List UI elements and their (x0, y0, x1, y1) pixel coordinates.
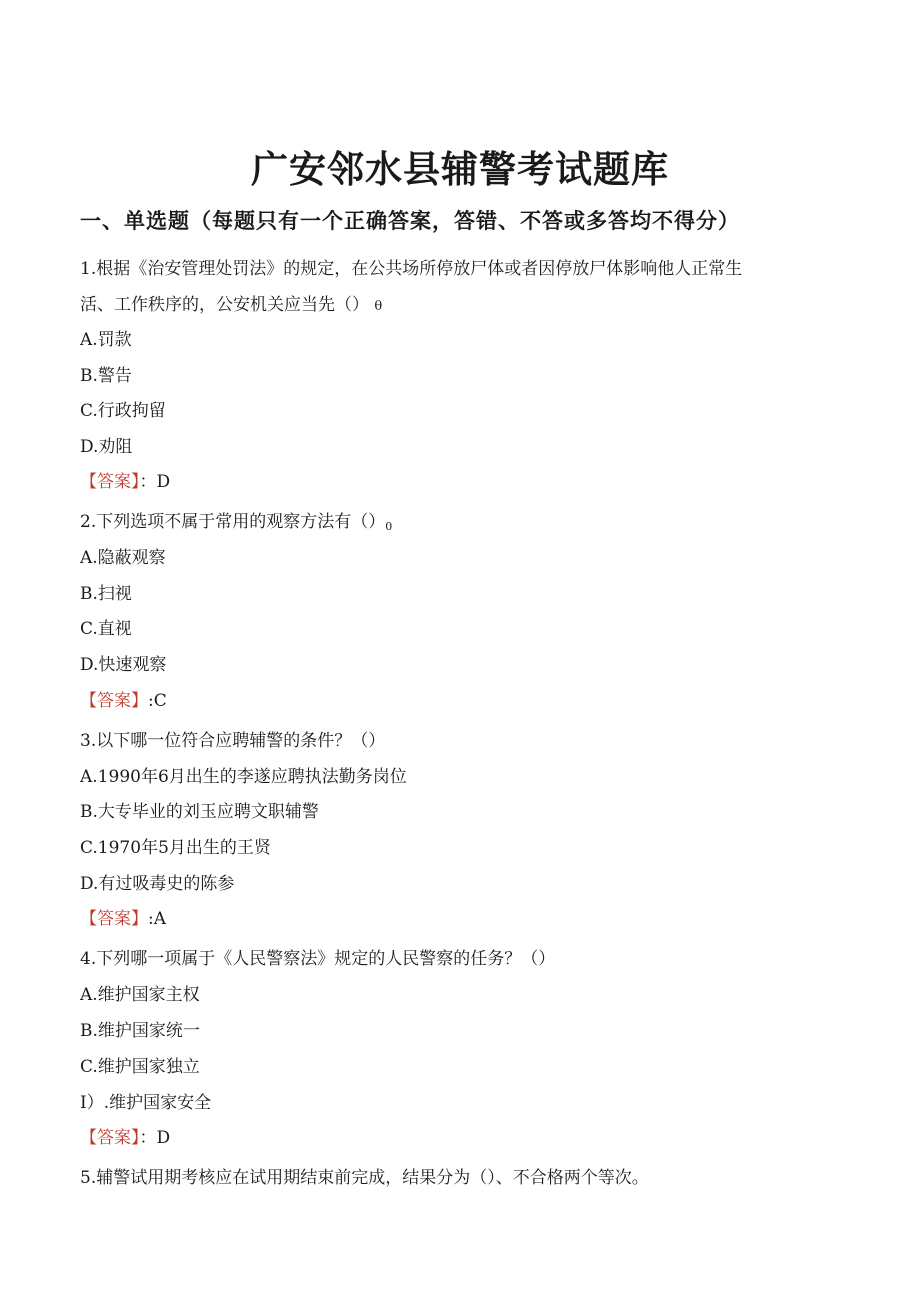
answer-value: :C (148, 691, 167, 711)
question-4-option-d: I）.维护国家安全 (80, 1093, 212, 1113)
answer-value: ：D (139, 472, 171, 492)
question-3-option-a: A.1990年6月出生的李遂应聘执法勤务岗位 (80, 767, 407, 787)
question-4-answer (80, 1123, 170, 1153)
question-1-stem-tail: θ (374, 299, 383, 314)
question-3-option-c: C.1970年5月出生的王贤 (80, 838, 271, 858)
question-2-option-d: D.快速观察 (80, 655, 167, 675)
question-4-stem: 4.下列哪一项属于《人民警察法》规定的人民警察的任务？（） (80, 949, 556, 969)
question-1-stem-line-2: 活、工作秩序的，公安机关应当先（） θ (80, 295, 383, 315)
question-2-answer (80, 686, 167, 716)
question-2-stem-tail: 0 (385, 520, 393, 533)
question-3-option-d: D.有过吸毒史的陈参 (80, 874, 235, 894)
question-2-option-c: C.直视 (80, 619, 132, 639)
document-title: 广安邻水县辅警考试题库 (251, 148, 669, 191)
question-1-stem-line-1: 1.根据《治安管理处罚法》的规定，在公共场所停放尸体或者因停放尸体影响他人正常生 (80, 259, 743, 279)
question-3-option-b: B.大专毕业的刘玉应聘文职辅警 (80, 802, 319, 822)
question-1-option-a: A.罚款 (80, 330, 132, 350)
answer-label: 【答案】 (80, 909, 148, 929)
answer-value: :A (148, 909, 167, 929)
question-5-stem: 5.辅警试用期考核应在试用期结束前完成，结果分为（）、不合格两个等次。 (80, 1168, 649, 1188)
question-4-option-c: C.维护国家独立 (80, 1057, 200, 1077)
answer-label: 【答案】 (80, 472, 140, 492)
question-4-option-a: A.维护国家主权 (80, 985, 200, 1005)
answer-label: 【答案】 (80, 691, 148, 711)
question-2-option-b: B.扫视 (80, 584, 132, 604)
question-1-answer (80, 467, 170, 497)
question-3-answer (80, 904, 166, 934)
section-heading: 一、单选题（每题只有一个正确答案，答错、不答或多答均不得分） (80, 208, 740, 233)
question-2-stem: 2.下列选项不属于常用的观察方法有$()_0$ (80, 512, 393, 533)
question-3-stem: 3.以下哪一位符合应聘辅警的条件？（） (80, 731, 386, 751)
question-1-option-c: C.行政拘留 (80, 401, 166, 421)
question-1-option-b: B.警告 (80, 366, 132, 386)
answer-value: ：D (139, 1128, 171, 1148)
question-2-option-a: A.隐蔽观察 (80, 548, 166, 568)
answer-label: 【答案】 (80, 1128, 140, 1148)
question-4-option-b: B.维护国家统一 (80, 1021, 200, 1041)
question-1-option-d: D.劝阻 (80, 437, 133, 457)
